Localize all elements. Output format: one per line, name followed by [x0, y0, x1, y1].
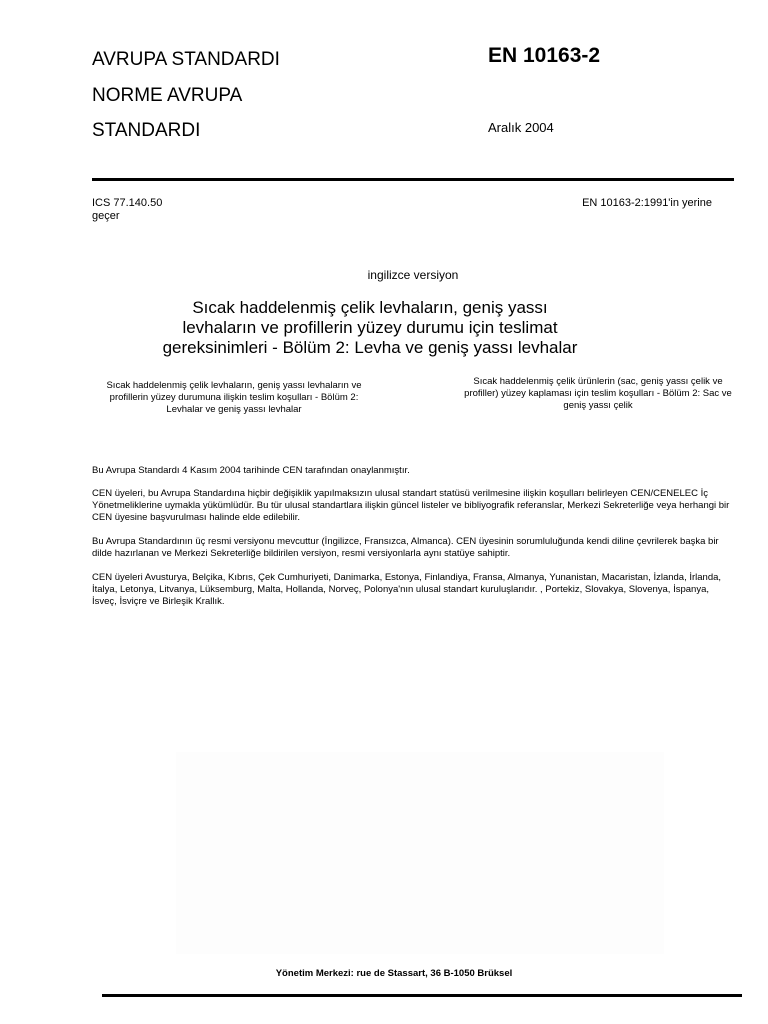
version-note: ingilizce versiyon: [367, 268, 459, 282]
body-paragraph: CEN üyeleri, bu Avrupa Standardına hiçbir değişiklik yapılmaksızın ulusal standart statüsü verilmesine ilişkin koşulları belirleyen CEN/CENELEC İç Yönetmeliklerine uymakla yükümlüdür. Bu tür ulusal standartlara ilişkin güncel listeler ve bibliyografik referanslar, Merkezi Sekreterliğe veya herhangi bir CEN üyesine başvurulması halinde elde edilebilir.: [92, 488, 730, 523]
ics-line-2: geçer: [92, 210, 120, 222]
body-paragraph: CEN üyeleri Avusturya, Belçika, Kıbrıs, Çek Cumhuriyeti, Danimarka, Estonya, Finlandiya, Fransa, Almanya, Yunanistan, Macaristan, İzlanda, İrlanda, İtalya, Letonya, Litvanya, Lüksemburg, Malta, Hollanda, Norveç, Polonya'nın ulusal standart kuruluşlarıdır. , Portekiz, Slovakya, Slovenya, İspanya, İsveç, İsviçre ve Birleşik Krallık.: [92, 572, 722, 607]
alt-title-left: Sıcak haddelenmiş çelik levhaların, geniş yassı levhaların ve profillerin yüzey durumuna ilişkin teslim koşulları - Bölüm 2: Levhalar ve geniş yassı levhalar: [106, 380, 362, 415]
publication-date: Aralık 2004: [488, 120, 554, 135]
standard-code: EN 10163-2: [488, 44, 601, 67]
top-divider: [92, 178, 734, 181]
standard-label-line-3: STANDARDI: [92, 120, 201, 141]
standard-label-line-2: NORME AVRUPA: [92, 85, 243, 106]
replaces-note: EN 10163-2:1991'in yerine: [582, 197, 712, 209]
headquarters-address: Yönetim Merkezi: rue de Stassart, 36 B-1050 Brüksel: [275, 968, 513, 979]
body-paragraph: Bu Avrupa Standardının üç resmi versiyonu mevcuttur (İngilizce, Fransızca, Almanca). CEN üyesinin sorumluluğunda kendi diline çevrilerek başka bir dilde hazırlanan ve Merkezi Sekreterliğe bildirilen versiyon, resmi versiyonlarla aynı statüye sahiptir.: [92, 536, 719, 559]
ics-code: [92, 197, 162, 223]
alt-title-right: Sıcak haddelenmiş çelik ürünlerin (sac, geniş yassı çelik ve profiller) yüzey kaplaması için teslim koşulları - Bölüm 2: Sac ve geniş yassı çelik: [464, 376, 732, 411]
body-paragraph: Bu Avrupa Standardı 4 Kasım 2004 tarihinde CEN tarafından onaylanmıştır.: [92, 465, 410, 476]
blank-image-area: [176, 752, 664, 954]
standard-label-line-1: AVRUPA STANDARDI: [92, 49, 280, 70]
bottom-divider: [102, 994, 742, 997]
ics-line-1: ICS 77.140.50: [92, 197, 163, 209]
document-title: Sıcak haddelenmiş çelik levhaların, geniş yassı levhaların ve profillerin yüzey durumu için teslimat gereksinimleri - Bölüm 2: Levha ve geniş yassı levhalar: [162, 298, 578, 357]
